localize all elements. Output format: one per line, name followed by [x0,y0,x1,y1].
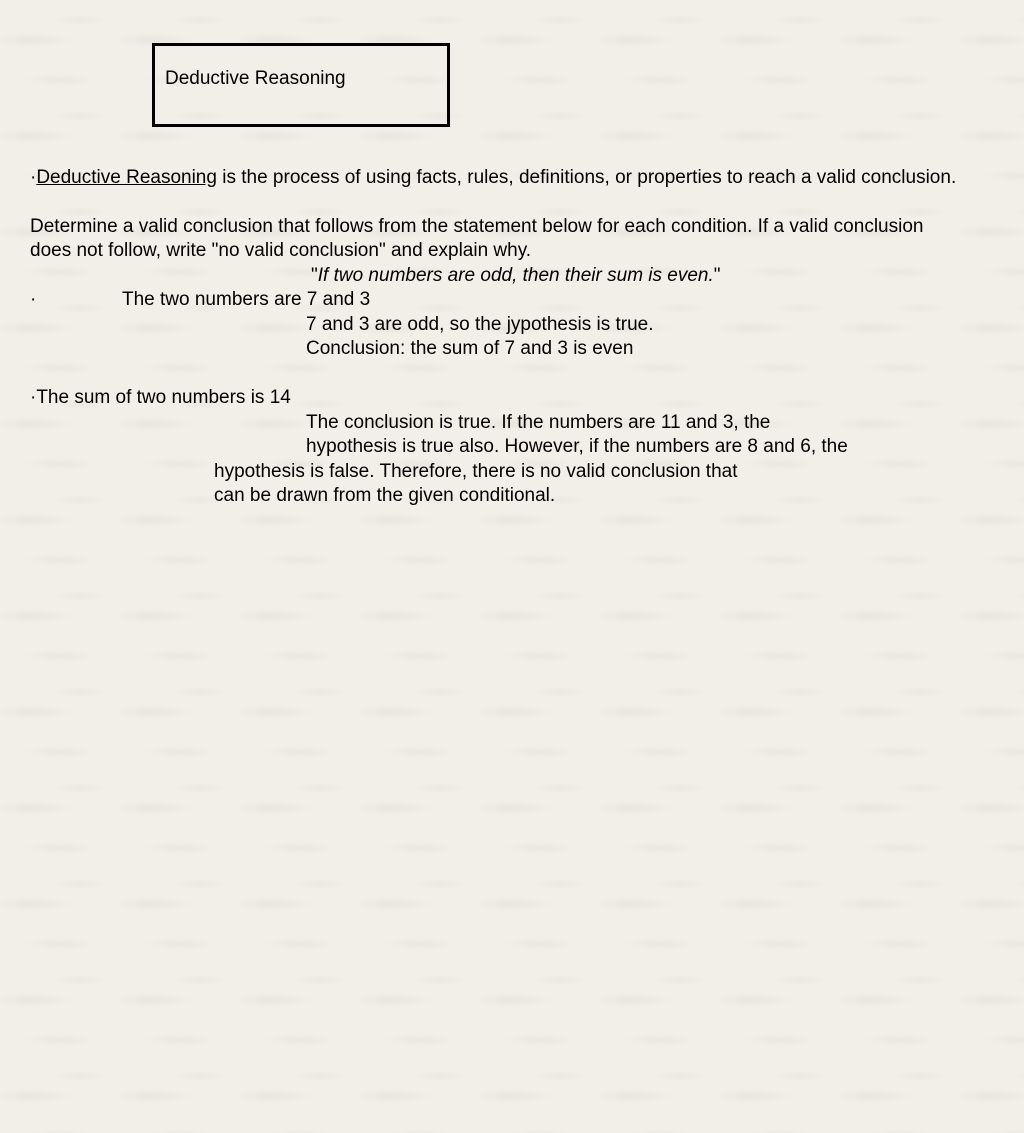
definition-term: Deductive Reasoning [36,167,217,188]
statement-close-quote: " [713,265,721,286]
case2-reasoning-line-2: hypothesis is true also. However, if the numbers are 8 and 6, the [306,436,848,457]
page-title: Deductive Reasoning [165,68,346,89]
case2-condition: ·The sum of two numbers is 14 [30,387,291,408]
case1-bullet: · [30,289,37,310]
instructions-line-2: does not follow, write "no valid conclusion" and explain why. [30,240,532,261]
case1-reasoning-line-2: Conclusion: the sum of 7 and 3 is even [306,338,634,359]
statement-open-quote: " [311,265,318,286]
instructions-line-1: Determine a valid conclusion that follows from the statement below for each condition. If a valid conclusion [30,216,924,237]
case2-reasoning-line-4: can be drawn from the given conditional. [214,485,556,506]
definition-line [30,166,956,190]
definition-bullet: · [30,167,37,188]
conditional-statement [311,264,721,288]
case2-reasoning-line-3: hypothesis is false. Therefore, there is no valid conclusion that [214,461,738,482]
title-box [152,43,450,127]
case2-reasoning-line-1: The conclusion is true. If the numbers are 11 and 3, the [306,412,771,433]
statement-text: If two numbers are odd, then their sum is even. [317,265,714,286]
case1-reasoning-line-1: 7 and 3 are odd, so the jypothesis is true. [306,314,654,335]
definition-text: is the process of using facts, rules, definitions, or properties to reach a valid conclusion. [216,167,957,188]
case1-condition: The two numbers are 7 and 3 [122,289,371,310]
